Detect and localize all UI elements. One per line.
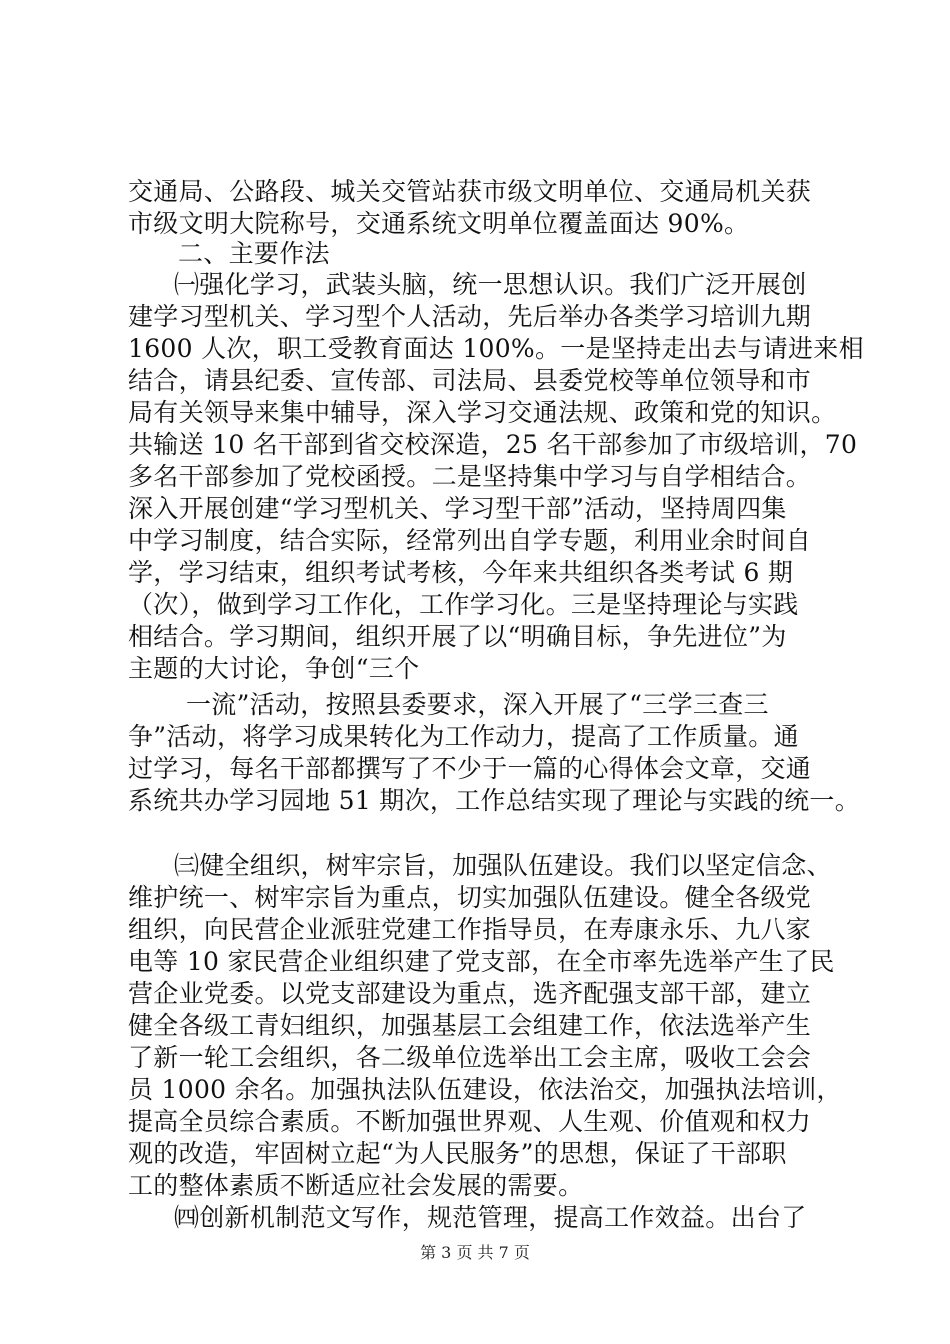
body-line: 过学习，每名干部都撰写了不少于一篇的心得体会文章，交通 [128,754,812,783]
body-line: 了新一轮工会组织，各二级单位选举出工会主席，吸收工会会 [128,1043,812,1072]
body-line: ㈣创新机制范文写作，规范管理，提高工作效益。出台了 [174,1203,807,1232]
body-line: 多名干部参加了党校函授。二是坚持集中学习与自学相结合。 [128,462,812,491]
body-line: 员 1000 余名。加强执法队伍建设，依法治交，加强执法培训， [128,1075,842,1104]
body-line: 组织，向民营企业派驻党建工作指导员，在寿康永乐、九八家 [128,915,812,944]
body-line: 建学习型机关、学习型个人活动，先后举办各类学习培训九期 [128,302,812,331]
body-line: 提高全员综合素质。不断加强世界观、人生观、价值观和权力 [128,1107,812,1136]
body-line: 局有关领导来集中辅导，深入学习交通法规、政策和党的知识。 [128,398,837,427]
body-line: 健全各级工青妇组织，加强基层工会组建工作，依法选举产生 [128,1011,812,1040]
body-line: 系统共办学习园地 51 期次，工作总结实现了理论与实践的统一。 [128,786,861,815]
body-line: 工的整体素质不断适应社会发展的需要。 [128,1171,584,1200]
body-line: ㈢健全组织，树牢宗旨，加强队伍建设。我们以坚定信念、 [174,851,832,880]
body-line: 争”活动，将学习成果转化为工作动力，提高了工作质量。通 [128,722,799,751]
body-line: 中学习制度，结合实际，经常列出自学专题，利用业余时间自 [128,526,812,555]
body-line: 学，学习结束，组织考试考核，今年来共组织各类考试 6 期 [128,558,794,587]
body-line: 1600 人次，职工受教育面达 100%。一是坚持走出去与请进来相 [128,334,864,363]
body-line: 主题的大讨论，争创“三个 [128,654,420,683]
body-line: 市级文明大院称号，交通系统文明单位覆盖面达 90%。 [128,209,750,238]
body-line: 维护统一、树牢宗旨为重点，切实加强队伍建设。健全各级党 [128,883,812,912]
page-number: 第 3 页 共 7 页 [420,1243,530,1262]
body-line: 电等 10 家民营企业组织建了党支部，在全市率先选举产生了民 [128,947,835,976]
body-line: 结合，请县纪委、宣传部、司法局、县委党校等单位领导和市 [128,366,812,395]
body-line: （次），做到学习工作化，工作学习化。三是坚持理论与实践 [128,590,799,619]
section-heading: 二、主要作法 [178,239,330,268]
body-line: 相结合。学习期间，组织开展了以“明确目标，争先进位”为 [128,622,787,651]
body-line: 一流”活动，按照县委要求，深入开展了“三学三查三 [186,690,769,719]
body-line: 交通局、公路段、城关交管站获市级文明单位、交通局机关获 [128,177,812,206]
body-line: ㈠强化学习，武装头脑，统一思想认识。我们广泛开展创 [174,270,807,299]
body-line: 营企业党委。以党支部建设为重点，选齐配强支部干部，建立 [128,979,812,1008]
body-line: 深入开展创建“学习型机关、学习型干部”活动，坚持周四集 [128,494,787,523]
body-line: 观的改造，牢固树立起“为人民服务”的思想，保证了干部职 [128,1139,787,1168]
body-line: 共输送 10 名干部到省交校深造，25 名干部参加了市级培训，70 [128,430,858,459]
